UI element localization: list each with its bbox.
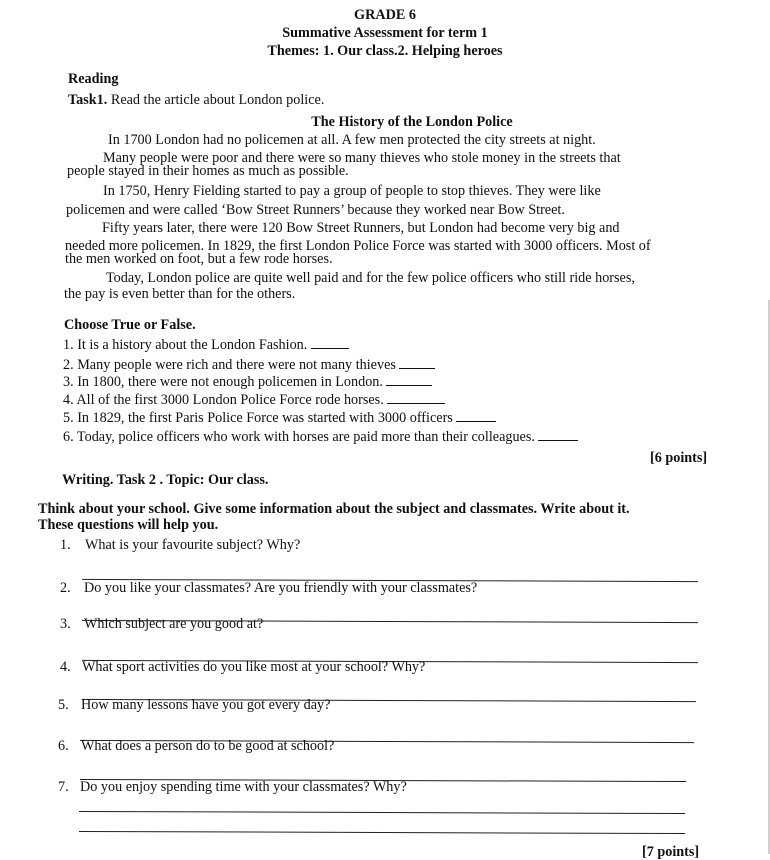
- question-number: 4.: [60, 659, 71, 675]
- task1-line: [68, 93, 324, 108]
- question-number: 3.: [60, 616, 71, 632]
- answer-line[interactable]: [79, 831, 685, 834]
- question-number: 6.: [58, 738, 69, 754]
- tf-points: [6 points]: [650, 450, 708, 466]
- tf-item: [63, 374, 432, 390]
- question-text: How many lessons have you got every day?: [81, 697, 331, 713]
- answer-line[interactable]: [79, 811, 685, 814]
- question-number: 2.: [60, 580, 71, 596]
- reading-heading: Reading: [68, 71, 119, 87]
- article-line: the pay is even better than for the others.: [64, 286, 296, 302]
- writing-instruction: These questions will help you.: [38, 517, 219, 533]
- answer-blank[interactable]: [399, 357, 435, 369]
- tf-item-text: 4. All of the first 3000 London Police Force rode horses.: [63, 392, 384, 408]
- tf-item-text: 1. It is a history about the London Fashion.: [63, 337, 308, 353]
- writing-label: Writing.: [62, 472, 114, 488]
- article-line: In 1750, Henry Fielding started to pay a group of people to stop thieves. They were like: [103, 183, 601, 199]
- question-number: 7.: [58, 779, 69, 795]
- tf-item: [63, 429, 578, 445]
- task1-instruction: Read the article about London police.: [110, 92, 325, 108]
- tf-item: [63, 392, 445, 408]
- grade-title: GRADE 6: [354, 7, 416, 23]
- article-line: Many people were poor and there were so many thieves who stole money in the streets that: [103, 150, 621, 166]
- question-text: Do you enjoy spending time with your classmates? Why?: [80, 779, 407, 795]
- question-text: Which subject are you good at?: [84, 616, 264, 632]
- article-line: Today, London police are quite well paid and for the few police officers who still ride horses,: [106, 270, 635, 286]
- article-line: people stayed in their homes as much as possible.: [67, 163, 349, 179]
- tf-item: [63, 357, 435, 373]
- question-text: Do you like your classmates? Are you friendly with your classmates?: [84, 580, 478, 596]
- question-number: 5.: [58, 697, 69, 713]
- question-text: What does a person do to be good at school?: [81, 738, 335, 754]
- tf-item-text: 2. Many people were rich and there were not many thieves: [63, 357, 396, 373]
- answer-blank[interactable]: [456, 410, 496, 422]
- answer-blank[interactable]: [311, 337, 349, 349]
- answer-blank[interactable]: [386, 374, 432, 386]
- article-title: The History of the London Police: [311, 114, 513, 130]
- writing-points: [7 points]: [642, 844, 700, 860]
- true-false-heading: Choose True or False.: [64, 317, 196, 333]
- writing-heading: [62, 473, 268, 488]
- writing-task-label: Task 2 .: [116, 472, 164, 488]
- writing-topic: Topic: Our class.: [166, 472, 269, 488]
- article-line: needed more policemen. In 1829, the first London Police Force was started with 3000 officers. Most of: [65, 238, 651, 254]
- article-line: the men worked on foot, but a few rode horses.: [65, 251, 333, 267]
- article-line: policemen and were called ‘Bow Street Runners’ because they worked near Bow Street.: [66, 202, 565, 218]
- tf-item: [63, 410, 496, 426]
- question-text: What sport activities do you like most at your school? Why?: [82, 659, 426, 675]
- question-number: 1.: [60, 537, 71, 553]
- themes-line: Themes: 1. Our class.2. Helping heroes: [267, 43, 503, 59]
- writing-instruction: Think about your school. Give some information about the subject and classmates. Write about it.: [38, 501, 630, 517]
- answer-blank[interactable]: [538, 429, 578, 441]
- assessment-subtitle: Summative Assessment for term 1: [282, 25, 488, 41]
- tf-item-text: 3. In 1800, there were not enough policemen in London.: [63, 374, 383, 390]
- answer-blank[interactable]: [387, 392, 445, 404]
- article-line: In 1700 London had no policemen at all. A few men protected the city streets at night.: [108, 132, 596, 148]
- task1-label: Task1.: [68, 92, 108, 108]
- article-line: Fifty years later, there were 120 Bow Street Runners, but London had become very big and: [102, 220, 620, 236]
- tf-item-text: 6. Today, police officers who work with horses are paid more than their colleagues.: [63, 429, 535, 445]
- tf-item-text: 5. In 1829, the first Paris Police Force was started with 3000 officers: [63, 410, 453, 426]
- tf-item: [63, 337, 349, 353]
- question-text: What is your favourite subject? Why?: [85, 537, 301, 553]
